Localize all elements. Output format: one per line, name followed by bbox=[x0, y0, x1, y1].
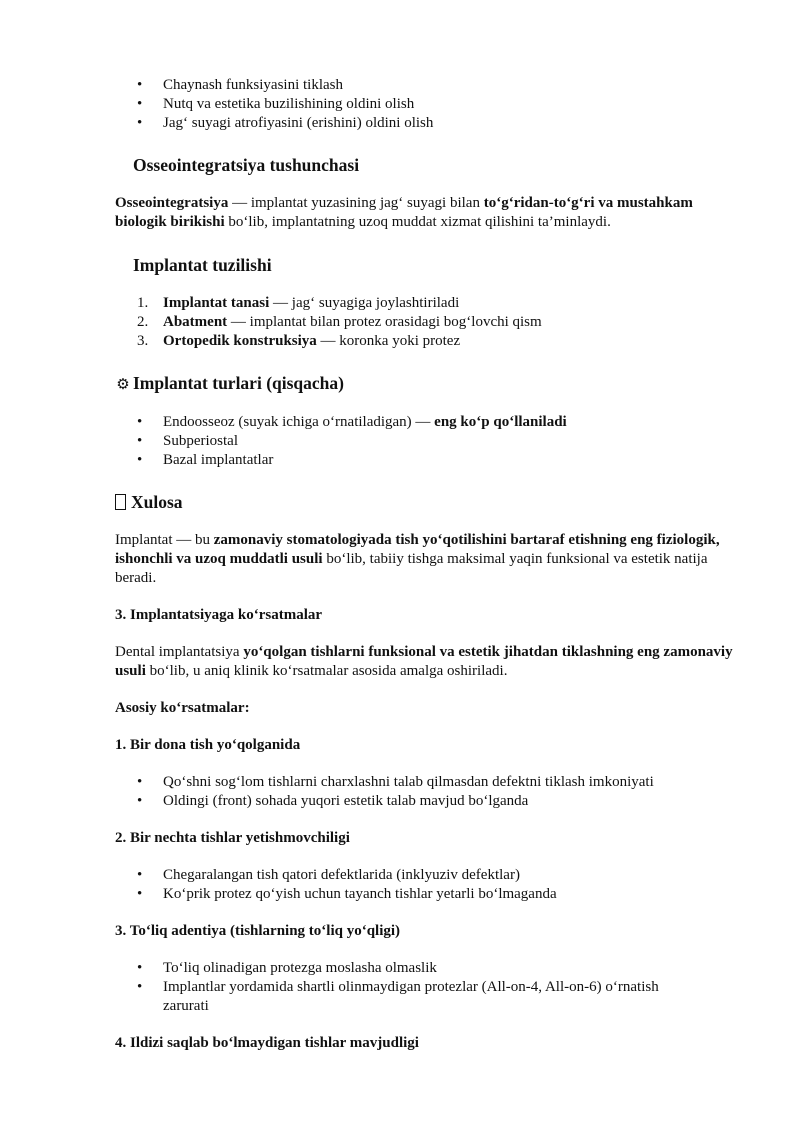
structure-list bbox=[115, 294, 740, 351]
subsection-title: 1. Bir dona tish yo‘qolganida bbox=[115, 737, 301, 753]
bullet: • bbox=[137, 886, 143, 902]
subsection-list bbox=[115, 773, 740, 811]
gear-icon: ⚙ bbox=[116, 375, 130, 393]
list-item: • Oldingi (front) sohada yuqori estetik talab mavjud bo‘lganda bbox=[137, 793, 529, 809]
types-list bbox=[115, 413, 740, 470]
section-heading-indications: 3. Implantatsiyaga ko‘rsatmalar bbox=[115, 607, 323, 623]
list-item: • Jag‘ suyagi atrofiyasini (erishini) oldini olish bbox=[137, 115, 434, 131]
subsection-title: 4. Ildizi saqlab bo‘lmaydigan tishlar mavjudligi bbox=[115, 1035, 419, 1051]
bullet: • bbox=[137, 433, 143, 449]
list-item: • Qo‘shni sog‘lom tishlarni charxlashni talab qilmasdan defektni tiklash imkoniyati bbox=[137, 774, 654, 790]
main-indications-heading: Asosiy ko‘rsatmalar: bbox=[115, 700, 250, 716]
list-item: • To‘liq olinadigan protezga moslasha olmaslik bbox=[137, 960, 437, 976]
bullet: • bbox=[137, 867, 143, 883]
bullet: • bbox=[137, 979, 143, 995]
list-item: • Subperiostal bbox=[137, 433, 238, 449]
subsection-list bbox=[115, 866, 740, 904]
list-item: • Bazal implantatlar bbox=[137, 452, 274, 468]
bullet: • bbox=[137, 452, 143, 468]
document-page bbox=[115, 76, 740, 1053]
section-heading-types: ⚙ Implantat turlari (qisqacha) bbox=[116, 373, 344, 393]
bullet: • bbox=[137, 960, 143, 976]
bullet: • bbox=[137, 414, 143, 430]
list-item: 1. Implantat tanasi — jag‘ suyagiga joylashtiriladi bbox=[137, 295, 460, 311]
section-heading-osseointegration: Osseointegratsiya tushunchasi bbox=[133, 155, 360, 175]
list-item: 2. Abatment — implantat bilan protez orasidagi bog‘lovchi qism bbox=[137, 314, 542, 330]
bullet: • bbox=[137, 115, 143, 131]
missing-glyph-box-icon bbox=[115, 494, 126, 510]
list-item: • Ko‘prik protez qo‘yish uchun tayanch tishlar yetarli bo‘lmaganda bbox=[137, 886, 557, 902]
indications-intro-paragraph: Dental implantatsiya yo‘qolgan tishlarni funksional va estetik jihatdan tiklashning eng zamonaviy usuli bo‘lib, u aniq klinik ko‘rsatmalar asosida amalga oshiriladi. bbox=[115, 644, 733, 679]
section-heading-summary: Xulosa bbox=[115, 491, 740, 513]
list-item: • Chegaralangan tish qatori defektlarida (inklyuziv defektlar) bbox=[137, 867, 520, 883]
benefits-list bbox=[115, 76, 740, 133]
bullet: • bbox=[137, 77, 143, 93]
bullet: • bbox=[137, 793, 143, 809]
osseointegration-paragraph: Osseointegratsiya — implantat yuzasining jag‘ suyagi bilan to‘g‘ridan-to‘g‘ri va mustahkam biologik birikishi bo‘lib, implantatning uzoq muddat xizmat qilishini ta’minlaydi. bbox=[115, 195, 693, 230]
subsection-list bbox=[115, 959, 740, 1016]
section-heading-structure: Implantat tuzilishi bbox=[133, 255, 272, 275]
list-item: • Chaynash funksiyasini tiklash bbox=[137, 77, 343, 93]
bullet: • bbox=[137, 774, 143, 790]
subsection-title: 3. To‘liq adentiya (tishlarning to‘liq yo‘qligi) bbox=[115, 923, 401, 939]
list-item: • Implantlar yordamida shartli olinmaydigan protezlar (All-on-4, All-on-6) o‘rnatish zarurati bbox=[137, 979, 659, 1014]
summary-paragraph: Implantat — bu zamonaviy stomatologiyada tish yo‘qotilishini bartaraf etishning eng fiziologik, ishonchli va uzoq muddatli usuli bo‘lib, tabiiy tishga maksimal yaqin funksional va estetik natija beradi. bbox=[115, 532, 720, 586]
list-item: • Endoosseoz (suyak ichiga o‘rnatiladigan) — eng ko‘p qo‘llaniladi bbox=[137, 414, 567, 430]
list-item: • Nutq va estetika buzilishining oldini olish bbox=[137, 96, 415, 112]
bullet: • bbox=[137, 96, 143, 112]
subsection-title: 2. Bir nechta tishlar yetishmovchiligi bbox=[115, 830, 350, 846]
list-item: 3. Ortopedik konstruksiya — koronka yoki protez bbox=[137, 333, 461, 349]
